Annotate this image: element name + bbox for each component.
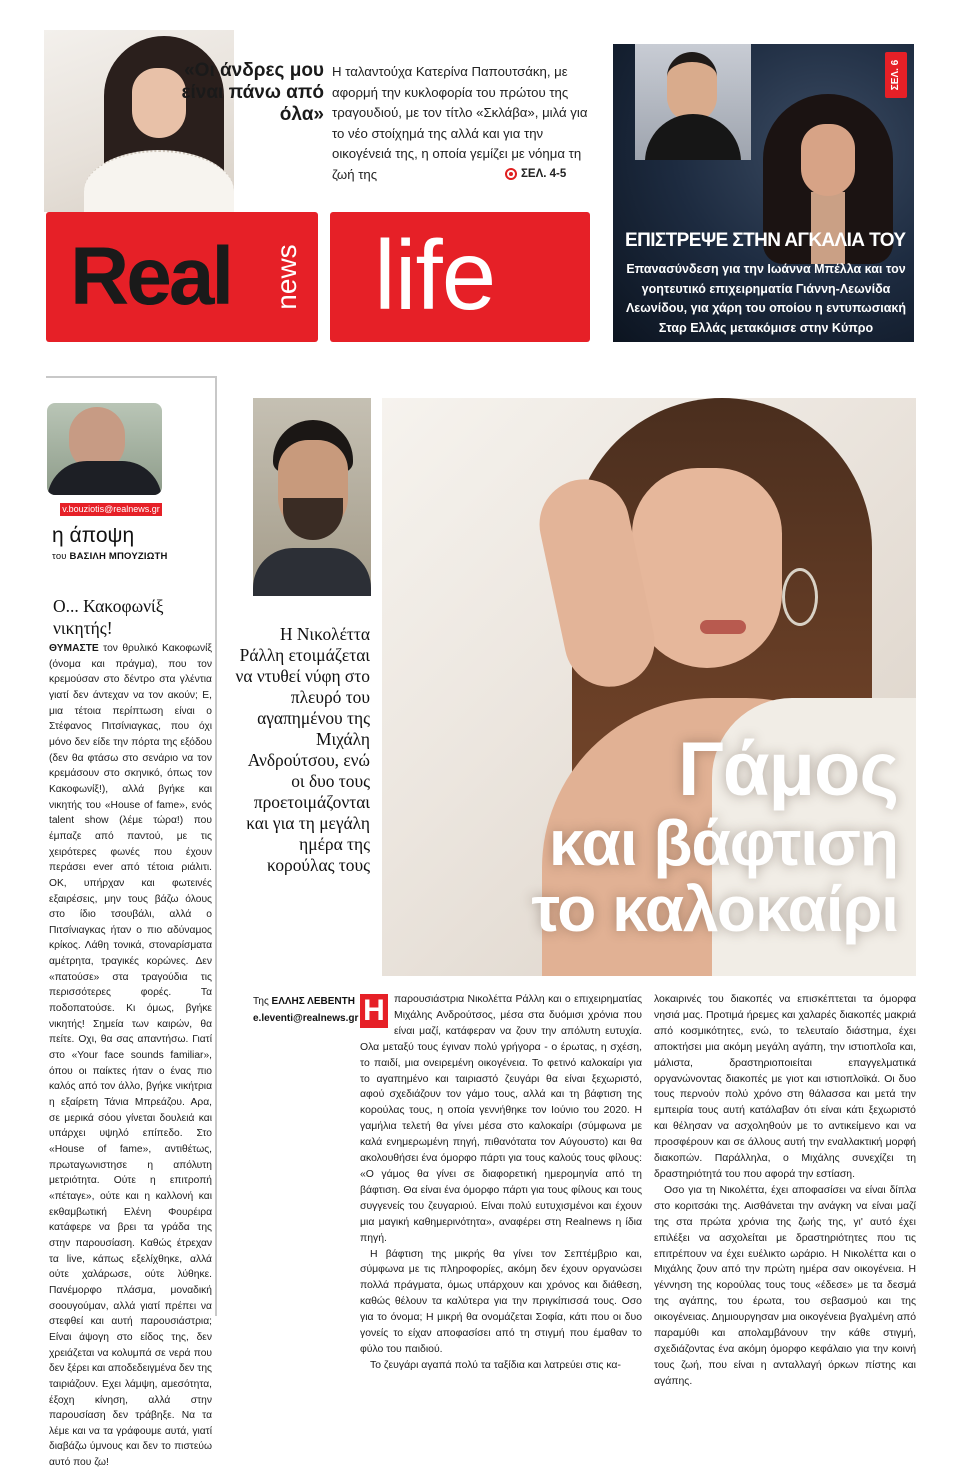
opinion-title: Ο... Κακοφωνίξ νικητής!	[53, 596, 164, 638]
opinion-label: η άποψη	[52, 524, 135, 547]
side-story-headline: ΕΠΙΣΤΡΕΨΕ ΣΤΗΝ ΑΓΚΑΛΙΑ ΤΟΥ	[625, 230, 906, 251]
feature-deck: Η Νικολέττα Ράλλη ετοιμάζεται να ντυθεί νύφη στο πλευρό του αγαπημένου της Μιχάλη Ανδρούτσου, ενώ οι δυο τους προετοιμάζονται και για τη μεγάλη ημέρα της κορούλας τους	[235, 624, 370, 875]
side-story-page-badge: ΣΕΛ. 6	[885, 52, 907, 98]
author-photo	[47, 403, 162, 495]
article-column-1	[360, 992, 642, 1374]
article-column-2	[654, 992, 916, 1390]
feature-headline: Γάμος και βάφτιση το καλοκαίρι	[531, 727, 898, 945]
article-paragraph: Οσο για τη Νικολέττα, έχει αποφασίσει να είναι δίπλα στο κοριτσάκι της. Αισθάνεται την ανάγκη να είναι μαζί της στα πρώτα χρόνια της ζωής της, γι' αυτό έχει επιλέξει να ασχολείται με δραστηριότητες που τις επιτρέπουν να έχει ευέλικτο ωράριο. Η Νικολέττα και ο Μιχάλης ζουν από την πρώτη ημέρα σαν οικογένεια. Η γέννηση της κορούλας τους τους «έδεσε» με τα δεσμά της αγάπης, του έρωτα, του σεβασμού και της οικογένειας. Δημιουργησαν μια οικογένεια βγαλμένη από παραμύθι και απολαμβάνουν την κάθε στιγμή, σχεδιάζοντας ένα ακόμη όμορφο κεφάλαιο για την κοινή τους ζωή, που είναι η ανταλλαγή όρκων πίστης και αγάπης.	[654, 1184, 916, 1387]
opinion-body: ΘΥΜΑΣΤΕ τον θρυλικό Κακοφωνίξ (όνομα και πράγμα), που τον κρεμούσαν στο δέντρο στα γλέντια γιατί δεν άντεχαν να τον ακούν; Ε, μια τέτοια περίπτωση είναι ο Στέφανος Πιτσίνιαγκας, που όχι μόνο δεν είδε την πόρτα της εξόδου (δεν θα φτάσω στο σενάριο να τον κρεμάσουν στο σκηνικό, όπως τον Κακοφωνίξ!), αλλά βγήκε και νικητής του «House of fame», ενός talent show (λέμε τώρα!) που έμπαζε από παντού, με τις χειρότερες φωνές που έχουν περάσει ever από τέτοια ριάλιτι. ΟΚ, υπήρχαν και φωτεινές εξαιρέσεις, μην τους βάζω όλους στο ίδιο τσουβάλι, αλλά ο Πιτσίνιαγκας ήταν ο πιο αδύναμος κρίκος. Λάθη τονικά, στοναρίσματα αμέτρητα, τραγικές κορώνες. Δεν «πατούσε» στα τραγούδια τις περισσότερες φορές. Τα ποδοπατούσε. Κι όμως, βγήκε νικητής! Σημεία των καιρών, θα πείτε. Οχι, θα σας απαντήσω. Γιατί στο «Your face sounds familiar», όπου οι παίκτες ήταν ο ένας πιο καλός από τον άλλο, βγήκε νικήτρια η εξαίρετη Τάνια Μπρεάζου. Αρα, σε μερικά σόου γίνεται δουλειά και υπάρχει υψηλό επίπεδο. Στο «House of fame», αντιθέτως, πρωταγωνιστησε η απόλυτη μετριότητα. Ούτε η επιτροπή «πέταγε», ούτε και η καλλονή και εκθαμβωτική Ελένη Φουρέιρα κατάφερε να βρει τα γράδα της στην παρουσίαση. Καθώς έτρεχαν τα live, κάπως εξελίχθηκε, αλλά ούτε χαλάρωσε, ούτε λύθηκε. Πανέμορφο πλάσμα, μοναδική σοουγούμαν, αλλά γιατί πρέπει να στεφθεί και αυτή παρουσιάστρια; Είναι άψογη στο είδος της, δεν χρειάζεται να κολυμπά σε νερά που δεν ξέρει και αποδεδειγμένα δεν της ταιριάζουν. Εχει λάμψη, αμεσότητα, έξοχη κίνηση, αλλά στην παρουσίαση δεν τράβηξε. Να τα λέμε και να τα γράφουμε αυτά, γιατί διαβάζω ύμνους και δεν το πιστεύω αυτό που ζω!	[49, 643, 212, 1469]
groom-photo	[253, 398, 371, 596]
author-email[interactable]: v.bouziotis@realnews.gr	[60, 503, 162, 516]
column-divider-vertical	[215, 376, 217, 1316]
masthead-real	[46, 212, 318, 342]
side-story-man-photo	[635, 44, 751, 160]
column-divider	[46, 376, 216, 378]
target-icon	[505, 168, 517, 180]
masthead-life	[330, 212, 590, 342]
masthead-news-word: news	[271, 244, 302, 310]
teaser-page-label: ΣΕΛ. 4-5	[521, 168, 567, 180]
masthead-real-word: Real	[70, 231, 232, 322]
dropcap: Η	[360, 994, 388, 1028]
teaser-text: Η ταλαντούχα Κατερίνα Παπουτσάκη, με αφορμή την κυκλοφορία του πρώτου της τραγουδιού, με τον τίτλο «Σκλάβα», μιλά για το νέο στοίχημά της αλλά και για την οικογένειά της, η οποία γεμίζει με νόημα τη ζωή της	[332, 64, 588, 182]
side-story-text: Επανασύνδεση για την Ιωάννα Μπέλλα και τον γοητευτικό επιχειρηματία Γιάννη-Λεωνίδα Λεωνίδου, για χάρη του οποίου η εντυπωσιακή Σταρ Ελλάς μετακόμισε στην Κύπρο	[625, 262, 907, 335]
article-paragraph: Το ζευγάρι αγαπά πολύ τα ταξίδια και λατρεύει στις κα-	[370, 1359, 621, 1371]
article-paragraph: παρουσιάστρια Νικολέττα Ράλλη και ο επιχειρηματίας Μιχάλης Ανδρούτσος, μέσα στα δυόμισι χρόνια που είναι μαζί, κατάφεραν να ζουν την απόλυτη ευτυχία. Ολα μεταξύ τους έγιναν πολύ γρήγορα - ο έρωτας, η σχέση, το παιδί, μια ονειρεμένη οικογένεια. Το φετινό καλοκαίρι για το αγαπημένο και ταιριαστό ζευγάρι θα είναι ξεχωριστό, αφού σχεδιάζουν τον γάμο τους, αλλά και τη βάφτιση της κορούλας τους, η οποία γεννήθηκε τον Ιούνιο του 2020. Η γαμήλια τελετή θα γίνει μέσα στο καλοκαίρι (σύμφωνα με καλά ενημερωμένη πηγή, πιθανότατα τον Αύγουστο) και θα ακολουθήσει ένα όμορφο πάρτι για τους καλούς τους φίλους: «Ο γάμος θα γίνει σε διαφορετική ημερομηνία από τη βάφτιση. Θα είναι ένα όμορφο πάρτι για τους φίλους και τους συγγενείς του ζευγαριού. Είναι πολύ ευτυχισμένοι και έχουν μια μαγική καθημερινότητα», αναφέρει στη Realnews η ίδια πηγή.	[360, 994, 642, 1244]
side-story[interactable]	[613, 44, 914, 342]
article-paragraph: λοκαιρινές του διακοπές να επισκέπτεται τα όμορφα νησιά μας. Προτιμά ήρεμες και χαλαρές διακοπές μακριά από κοσμικότητες, ενώ, το τελευταίο διάστημα, έχει αποκτήσει μια ακόμη μεγάλη αγάπη, την ιστιοπλοΐα και, μάλιστα, δραστηριοποιείται επαγγελματικά οργανώνοντας διακοπές με γιοτ και ιστιοπλοϊκά. Οι δυο τους περνούν πολύ χρόνο στη θάλασσα και μετά την εμπειρία τους αυτή κατάλαβαν ότι είναι κάτι ξεχωριστό και θέλησαν να ασχοληθούν με το αντικείμενο και να προσφέρουν και σε άλλους αυτή την εναλλακτική μορφή διακοπών. Παράλληλα, ο Μιχάλης συνεχίζει τη δραστηριότητά του που αφορά την εστίαση.	[654, 994, 916, 1180]
masthead-life-word: life	[374, 220, 496, 330]
article-paragraph: Η βάφτιση της μικρής θα γίνει τον Σεπτέμβριο και, σύμφωνα με τις πληροφορίες, ακόμη δεν έχουν οργανώσει πολλά πράγματα, όμως υπάρχουν και χρόνος και διάθεση, καθώς θέλουν τα καλύτερα για την πριγκίπισσά τους. Οσο για το όνομα; Η μικρή θα ονομάζεται Σοφία, κάτι που οι δυο γονείς το είχαν αποφασίσει από τη στιγμή που έμαθαν το φύλο του παιδιού.	[360, 1248, 642, 1355]
opinion-author: του ΒΑΣΙΛΗ ΜΠΟΥΖΙΩΤΗ	[52, 551, 168, 562]
teaser-page-ref[interactable]	[505, 168, 566, 180]
teaser-quote: «Οι άνδρες μου είναι πάνω από όλα»	[181, 60, 324, 125]
feature-byline: Της ΕΛΛΗΣ ΛΕΒΕΝΤΗ	[253, 996, 355, 1007]
feature-byline-email[interactable]: e.leventi@realnews.gr	[253, 1013, 359, 1024]
